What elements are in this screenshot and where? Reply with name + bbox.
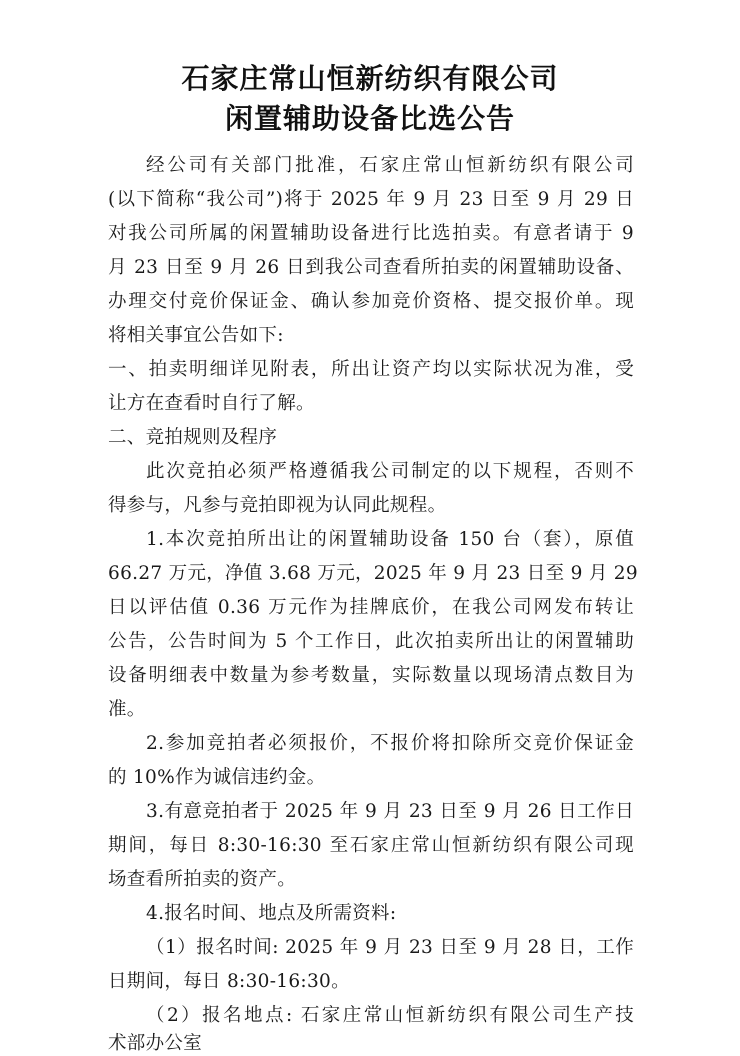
section-heading: 二、竞拍规则及程序 [108,427,278,448]
paragraph-line: 公告，公告时间为 5 个工作日，此次拍卖所出让的闲置辅助 [108,631,634,652]
paragraph-line: 2.参加竞拍者必须报价，不报价将扣除所交竞价保证金 [146,733,634,754]
paragraph-line: 月 23 日至 9 月 26 日到我公司查看所拍卖的闲置辅助设备、 [108,257,634,278]
paragraph-line: 办理交付竞价保证金、确认参加竞价资格、提交报价单。现 [108,291,634,312]
paragraph-line: （2）报名地点: 石家庄常山恒新纺织有限公司生产技 [146,1005,634,1026]
paragraph-line: 66.27 万元，净值 3.68 万元，2025 年 9 月 23 日至 9 月 29 [108,563,638,584]
paragraph-line: 的 10%作为诚信违约金。 [108,767,326,788]
document-title-line-1: 石家庄常山恒新纺织有限公司 [181,62,559,95]
paragraph-line: 设备明细表中数量为参考数量，实际数量以现场清点数目为 [108,665,634,686]
paragraph-line: 日以评估值 0.36 万元作为挂牌底价，在我公司网发布转让 [108,597,634,618]
paragraph-line: 日期间，每日 8:30-16:30。 [108,971,350,992]
paragraph-line: (以下简称“我公司”)将于 2025 年 9 月 23 日至 9 月 29 日 [108,189,634,210]
paragraph-line: 4.报名时间、地点及所需资料: [146,903,397,924]
paragraph-line: 准。 [108,699,146,720]
paragraph-line: 期间，每日 8:30-16:30 至石家庄常山恒新纺织有限公司现 [108,835,634,856]
paragraph-line: 1.本次竞拍所出让的闲置辅助设备 150 台（套），原值 [146,529,634,550]
paragraph-line: 让方在查看时自行了解。 [108,393,315,414]
paragraph-line: 将相关事宜公告如下: [108,325,284,346]
paragraph-line: 术部办公室 [108,1033,203,1054]
paragraph-line: 得参与，凡参与竞拍即视为认同此规程。 [108,495,447,516]
paragraph-line: 一、拍卖明细详见附表，所出让资产均以实际状况为准，受 [108,359,634,380]
paragraph-line: 3.有意竞拍者于 2025 年 9 月 23 日至 9 月 26 日工作日 [146,801,634,822]
paragraph-line: 场查看所拍卖的资产。 [108,869,297,890]
paragraph-line: 此次竞拍必须严格遵循我公司制定的以下规程，否则不 [146,461,634,482]
paragraph-line: 对我公司所属的闲置辅助设备进行比选拍卖。有意者请于 9 [108,223,634,244]
paragraph-line: （1）报名时间: 2025 年 9 月 23 日至 9 月 28 日，工作 [146,937,634,958]
document-title-line-2: 闲置辅助设备比选公告 [224,102,515,135]
paragraph-line: 经公司有关部门批准，石家庄常山恒新纺织有限公司 [146,155,634,176]
